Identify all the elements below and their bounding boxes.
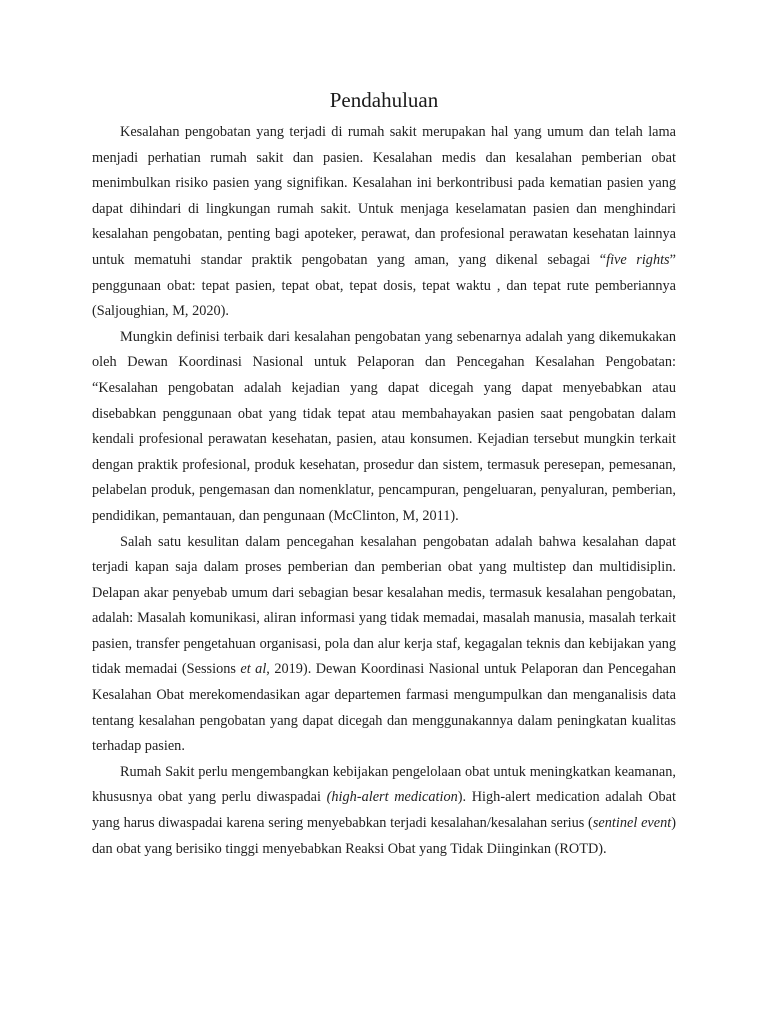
text-run: Kesalahan pengobatan yang terjadi di rumah sakit merupakan hal yang umum dan telah lama menjadi perhatian rumah sakit dan pasien. Kesalahan medis dan kesalahan pemberian obat menimbulkan risiko pasien yang signifikan. Kesalahan ini berkontribusi pada kematian pasien yang dapat dihindari di lingkungan rumah sakit. Untuk menjaga keselamatan pasien dan menghindari kesalahan pengobatan, penting bagi apoteker, perawat, dan profesional perawatan kesehatan lainnya untuk mematuhi standar praktik pengobatan yang aman, yang dikenal sebagai “: [92, 124, 676, 268]
text-run: Rumah Sakit perlu mengembangkan kebijakan pengelolaan obat untuk meningkatkan keamanan, khususnya obat yang perlu diwaspadai: [92, 763, 676, 806]
document-body: [92, 120, 676, 862]
italic-text-run: sentinel event: [592, 815, 672, 832]
paragraph-4: [92, 760, 676, 862]
text-run: Salah satu kesulitan dalam pencegahan kesalahan pengobatan adalah bahwa kesalahan dapat terjadi kapan saja dalam proses pemberian dan pemberian obat yang multistep dan multidisiplin. Delapan akar penyebab umum dari sebagian besar kesalahan medis, termasuk kesalahan pengobatan, adalah: Masalah komunikasi, aliran informasi yang tidak memadai, masalah manusia, masalah terkait pasien, transfer pengetahuan organisasi, pola dan alur kerja staf, kegagalan teknis dan kebijakan yang tidak memadai (Sessions: [92, 533, 676, 678]
paragraph-3: [92, 530, 676, 760]
italic-text-run: (high-alert medication: [326, 789, 458, 806]
italic-text-run: et al: [240, 661, 267, 678]
text-run: , 2019). Dewan Koordinasi Nasional untuk Pelaporan dan Pencegahan Kesalahan Obat merekomendasikan agar departemen farmasi mengumpulkan dan menganalisis data tentang kesalahan pengobatan yang dapat dicegah dan menggunakannya dalam peningkatan kualitas terhadap pasien.: [92, 661, 676, 755]
text-run: ) dan obat yang berisiko tinggi menyebabkan Reaksi Obat yang Tidak Diinginkan (ROTD).: [92, 815, 676, 857]
paragraph-1: [92, 120, 676, 325]
text-run: ). High-alert medication adalah Obat yang harus diwaspadai karena sering menyebabkan terjadi kesalahan/kesalahan serius (: [92, 789, 676, 832]
text-run: Mungkin definisi terbaik dari kesalahan pengobatan yang sebenarnya adalah yang dikemukakan oleh Dewan Koordinasi Nasional untuk Pelaporan dan Pencegahan Kesalahan Pengobatan: “Kesalahan pengobatan adalah kejadian yang dapat dicegah yang dapat menyebabkan atau disebabkan penggunaan obat yang tidak tepat atau membahayakan pasien saat pengobatan dalam kendali profesional perawatan kesehatan, pasien, atau konsumen. Kejadian tersebut mungkin terkait dengan praktik profesional, produk kesehatan, prosedur dan sistem, termasuk peresepan, pemesanan, pelabelan produk, pengemasan dan nomenklatur, pencampuran, pengeluaran, penyaluran, pemberian, pendidikan, pemantauan, dan pengunaan (McClinton, M, 2011).: [92, 328, 676, 524]
paragraph-2: [92, 325, 676, 530]
page-title: Pendahuluan: [329, 88, 439, 112]
italic-text-run: five rights: [606, 251, 670, 268]
text-run: ” penggunaan obat: tepat pasien, tepat obat, tepat dosis, tepat waktu , dan tepat rute pemberiannya (Saljoughian, M, 2020).: [92, 251, 676, 320]
